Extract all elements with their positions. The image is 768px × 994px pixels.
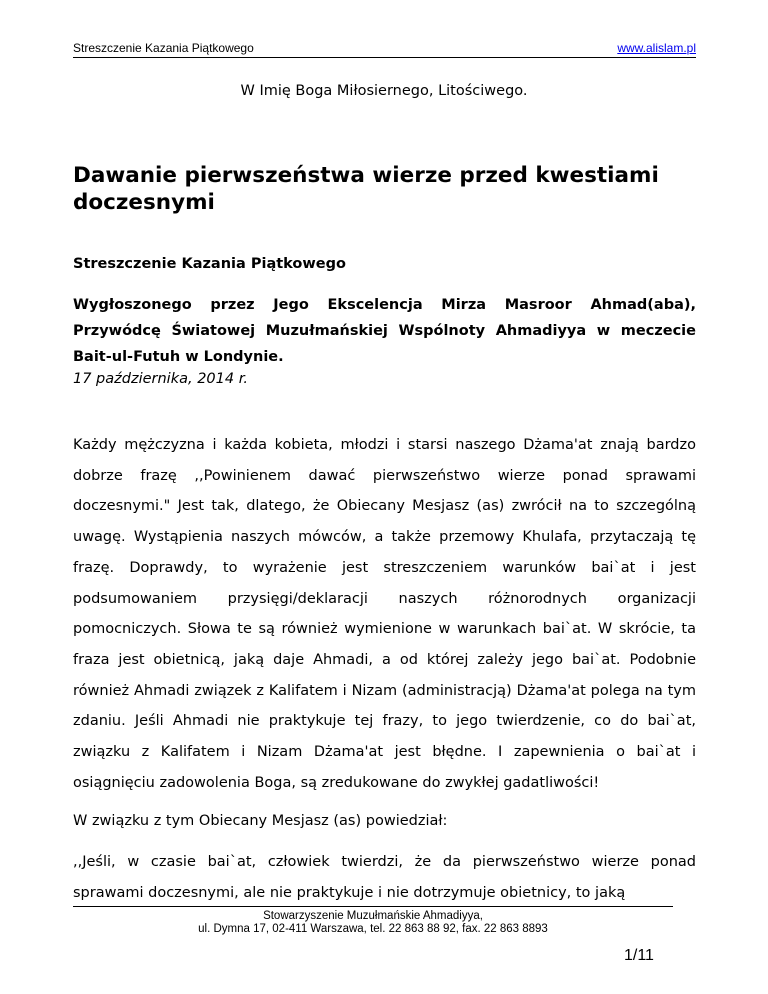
body-paragraph: ,,Jeśli, w czasie bai`at, człowiek twierdzi, że da pierwszeństwo wierze ponad sprawami doczesnymi, ale nie praktykuje i nie dotrzymuje obietnicy, to jaką — [73, 854, 696, 901]
header-title: Streszczenie Kazania Piątkowego — [73, 41, 254, 55]
footer-address: ul. Dymna 17, 02-411 Warszawa, tel. 22 863 88 92, fax. 22 863 8893 — [198, 923, 548, 935]
body-paragraph: Każdy mężczyzna i każda kobieta, młodzi i starsi naszego Dżama'at znają bardzo dobrze frazę ,,Powinienem dawać pierwszeństwo wierze ponad sprawami doczesnymi." Jest tak, dlatego, że Obiecany Mesjasz (as) zwrócił na to szczególną uwagę. Wystąpienia naszych mówców, a także przemowy Khulafa, przytaczają tę frazę. Doprawdy, to wyrażenie jest streszczeniem warunków bai`at i jest podsumowaniem przysięgi/deklaracji naszych różnorodnych organizacji pomocniczych. Słowa te są również wymienione w warunkach bai`at. W skrócie, ta fraza jest obietnicą, jaką daje Ahmadi, a od której zależy jego bai`at. Podobnie również Ahmadi związek z Kalifatem i Nizam (administracją) Dżama'at polega na tym zdaniu. Jeśli Ahmadi nie praktykuje tej frazy, to jego twierdzenie, co do bai`at, związku z Kalifatem i Nizam Dżama'at jest błędne. I zapewnienia o bai`at i osiągnięciu zadowolenia Boga, są zredukowane do zwykłej gadatliwości! — [73, 437, 696, 791]
subtitle: Streszczenie Kazania Piątkowego — [73, 256, 346, 272]
sermon-title: Dawanie pierwszeństwa wierze przed kwestiami doczesnymi — [73, 163, 659, 215]
header-divider — [73, 57, 696, 58]
page-footer — [73, 910, 673, 936]
page-number: 1/11 — [624, 947, 654, 964]
invocation: W Imię Boga Miłosiernego, Litościwego. — [240, 83, 528, 99]
website-link[interactable]: www.alislam.pl — [617, 41, 696, 55]
sermon-date: 17 października, 2014 r. — [73, 371, 248, 387]
body-paragraph: W związku z tym Obiecany Mesjasz (as) powiedział: — [73, 813, 448, 829]
preacher-info: Wygłoszonego przez Jego Ekscelencja Mirza Masroor Ahmad(aba), Przywódcę Światowej Muzułmańskiej Wspólnoty Ahmadiyya w meczecie Bait-ul-Futuh w Londynie. — [73, 297, 696, 365]
footer-divider — [73, 906, 673, 907]
footer-org: Stowarzyszenie Muzułmańskie Ahmadiyya, — [263, 910, 483, 922]
